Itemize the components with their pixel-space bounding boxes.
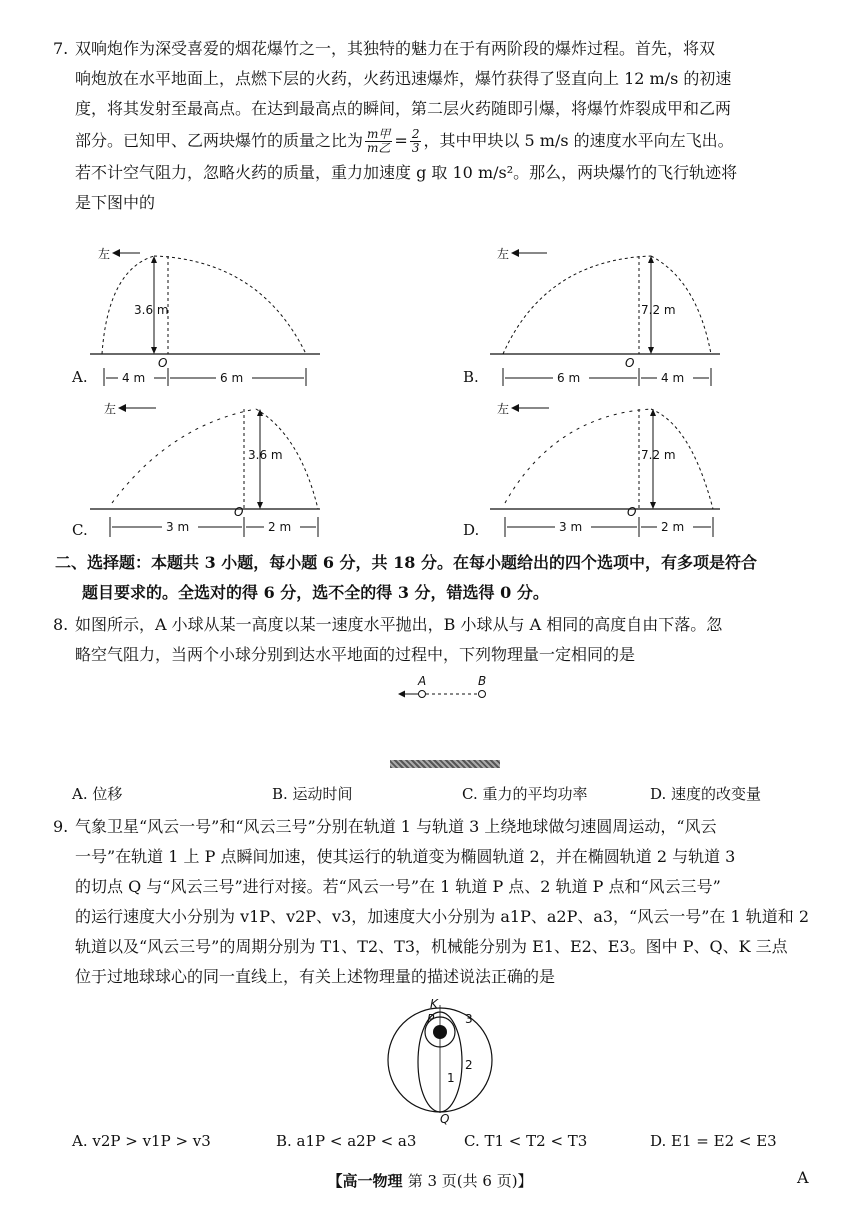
page-footer	[0, 1170, 860, 1191]
section-line: 题目要求的。全选对的得 6 分，选不全的得 3 分，错选得 0 分。	[82, 583, 549, 602]
arrow-head-icon	[151, 347, 157, 354]
q9-option-a: A. v2P > v1P > v3	[72, 1132, 211, 1150]
arrow-head-icon	[398, 691, 405, 698]
q7-line: 双响炮作为深受喜爱的烟花爆竹之一，其独特的魅力在于有两阶段的爆炸过程。首先，将双	[75, 39, 716, 58]
q9-option-d: D. E1 = E2 < E3	[650, 1132, 777, 1150]
orbit-2-label: 2	[465, 1058, 473, 1072]
origin-label: O	[158, 356, 168, 370]
arrow-head-icon	[511, 404, 519, 412]
paper-version: A	[797, 1168, 809, 1187]
right-distance-label: 2 m	[661, 520, 685, 534]
question-number: 9.	[53, 817, 69, 836]
left-direction-label: 左	[497, 402, 510, 416]
q8-option-d: D. 速度的改变量	[650, 785, 762, 803]
left-distance-label: 4 m	[122, 371, 146, 385]
q7-line: 度，将其发射至最高点。在达到最高点的瞬间，第二层火药随即引爆，将爆竹炸裂成甲和乙两	[75, 99, 732, 118]
height-label: 3.6 m	[248, 448, 283, 462]
frac-numerator: m甲	[367, 127, 391, 141]
arrow-head-icon	[511, 249, 519, 257]
option-label: C.	[72, 521, 88, 539]
right-distance-label: 6 m	[220, 371, 244, 385]
arrow-head-icon	[118, 404, 126, 412]
figure-d	[465, 395, 725, 545]
section-2-heading	[55, 548, 815, 608]
left-trajectory	[112, 409, 256, 503]
option-label: D.	[463, 521, 480, 539]
arrow-head-icon	[648, 347, 654, 354]
orbit-3-label: 3	[465, 1012, 473, 1026]
frac-denominator: m乙	[367, 141, 391, 155]
mass-ratio-fraction	[365, 128, 392, 155]
q8-line: 略空气阻力，当两个小球分别到达水平地面的过程中，下列物理量一定相同的是	[75, 645, 636, 664]
q9-line: 一号”在轨道 1 上 P 点瞬间加速，使其运行的轨道变为椭圆轨道 2，并在椭圆轨道 2 与轨道 3	[75, 847, 736, 866]
section-line: 二、选择题：本题共 3 小题，每小题 6 分，共 18 分。在每小题给出的四个选项中，有多项是符合	[55, 553, 757, 572]
q9-line: 位于过地球球心的同一直线上，有关上述物理量的描述说法正确的是	[75, 967, 556, 986]
arrow-head-icon	[257, 502, 263, 509]
q8-option-a: A. 位移	[72, 785, 123, 803]
q7-line: 是下图中的	[75, 193, 156, 212]
figure-a	[70, 240, 330, 390]
height-label: 7.2 m	[641, 303, 676, 317]
q9-option-b: B. a1P < a2P < a3	[276, 1132, 417, 1150]
q8-option-c: C. 重力的平均功率	[462, 785, 588, 803]
equals-sign: =	[394, 131, 408, 150]
option-label: B.	[463, 368, 479, 386]
left-distance-label: 3 m	[559, 520, 583, 534]
arrow-head-icon	[650, 502, 656, 509]
orbit-1-label: 1	[447, 1071, 455, 1085]
right-distance-label: 4 m	[661, 371, 685, 385]
right-trajectory	[154, 256, 306, 354]
left-direction-label: 左	[104, 402, 117, 416]
orbit-diagram	[385, 995, 495, 1125]
left-trajectory	[505, 409, 651, 503]
option-label: A.	[72, 368, 88, 386]
q8-option-b: B. 运动时间	[272, 785, 353, 803]
question-number: 8.	[53, 615, 69, 634]
footer-title: 【高一物理	[327, 1172, 403, 1190]
ball-b-icon	[479, 691, 486, 698]
q8-line: 如图所示，A 小球从某一高度以某一速度水平抛出，B 小球从与 A 相同的高度自由下落。忽	[75, 615, 723, 634]
height-label: 7.2 m	[641, 448, 676, 462]
q9-line: 轨道以及“风云三号”的周期分别为 T1、T2、T3，机械能分别为 E1、E2、E3。图中 P、Q、K 三点	[75, 937, 788, 956]
left-trajectory	[503, 256, 651, 354]
arrow-head-icon	[650, 409, 656, 416]
q7-line-fraction	[75, 124, 815, 158]
question-8	[53, 610, 815, 670]
left-distance-label: 6 m	[557, 371, 581, 385]
origin-label: O	[625, 356, 635, 370]
point-k-label: K	[430, 997, 438, 1011]
right-distance-label: 2 m	[268, 520, 292, 534]
q7-text: 部分。已知甲、乙两块爆竹的质量之比为	[75, 131, 364, 150]
origin-label: O	[627, 505, 637, 519]
q9-option-c: C. T1 < T2 < T3	[464, 1132, 588, 1150]
question-9	[53, 812, 815, 992]
height-label: 3.6 m	[134, 303, 169, 317]
question-number: 7.	[53, 39, 69, 58]
left-direction-label: 左	[497, 247, 510, 261]
origin-label: O	[234, 505, 244, 519]
hatched-ground-bar	[390, 760, 500, 768]
q7-line: 若不计空气阻力，忽略火药的质量，重力加速度 g 取 10 m/s²。那么，两块爆竹的飞行轨迹将	[75, 163, 738, 182]
ball-a-label: A	[418, 674, 427, 688]
q9-line: 的切点 Q 与“风云三号”进行对接。若“风云一号”在 1 轨道 P 点、2 轨道 P 点和“风云三号”	[75, 877, 721, 896]
q7-line: 响炮放在水平地面上，点燃下层的火药，火药迅速爆炸，爆竹获得了竖直向上 12 m/s 的初速	[75, 69, 732, 88]
q8-ball-figure	[396, 674, 496, 704]
point-q-label: Q	[440, 1112, 450, 1126]
ball-b-label: B	[478, 674, 487, 688]
arrow-head-icon	[112, 249, 120, 257]
footer-page: 第 3 页(共 6 页)】	[407, 1172, 533, 1190]
ratio-value-fraction	[410, 128, 422, 155]
ball-a-icon	[419, 691, 426, 698]
left-distance-label: 3 m	[166, 520, 190, 534]
point-p-label: P	[427, 1012, 435, 1026]
figure-c	[70, 395, 330, 545]
left-direction-label: 左	[98, 247, 111, 261]
frac-denominator: 3	[411, 141, 420, 155]
q7-text: ，其中甲块以 5 m/s 的速度水平向左飞出。	[423, 131, 734, 150]
figure-b	[465, 240, 725, 390]
q9-line: 气象卫星“风云一号”和“风云三号”分别在轨道 1 与轨道 3 上绕地球做匀速圆周运动，“风云	[75, 817, 717, 836]
frac-numerator: 2	[411, 127, 420, 141]
question-7	[53, 34, 815, 218]
q9-line: 的运行速度大小分别为 v1P、v2P、v3，加速度大小分别为 a1P、a2P、a3，“风云一号”在 1 轨道和 2	[75, 907, 810, 926]
